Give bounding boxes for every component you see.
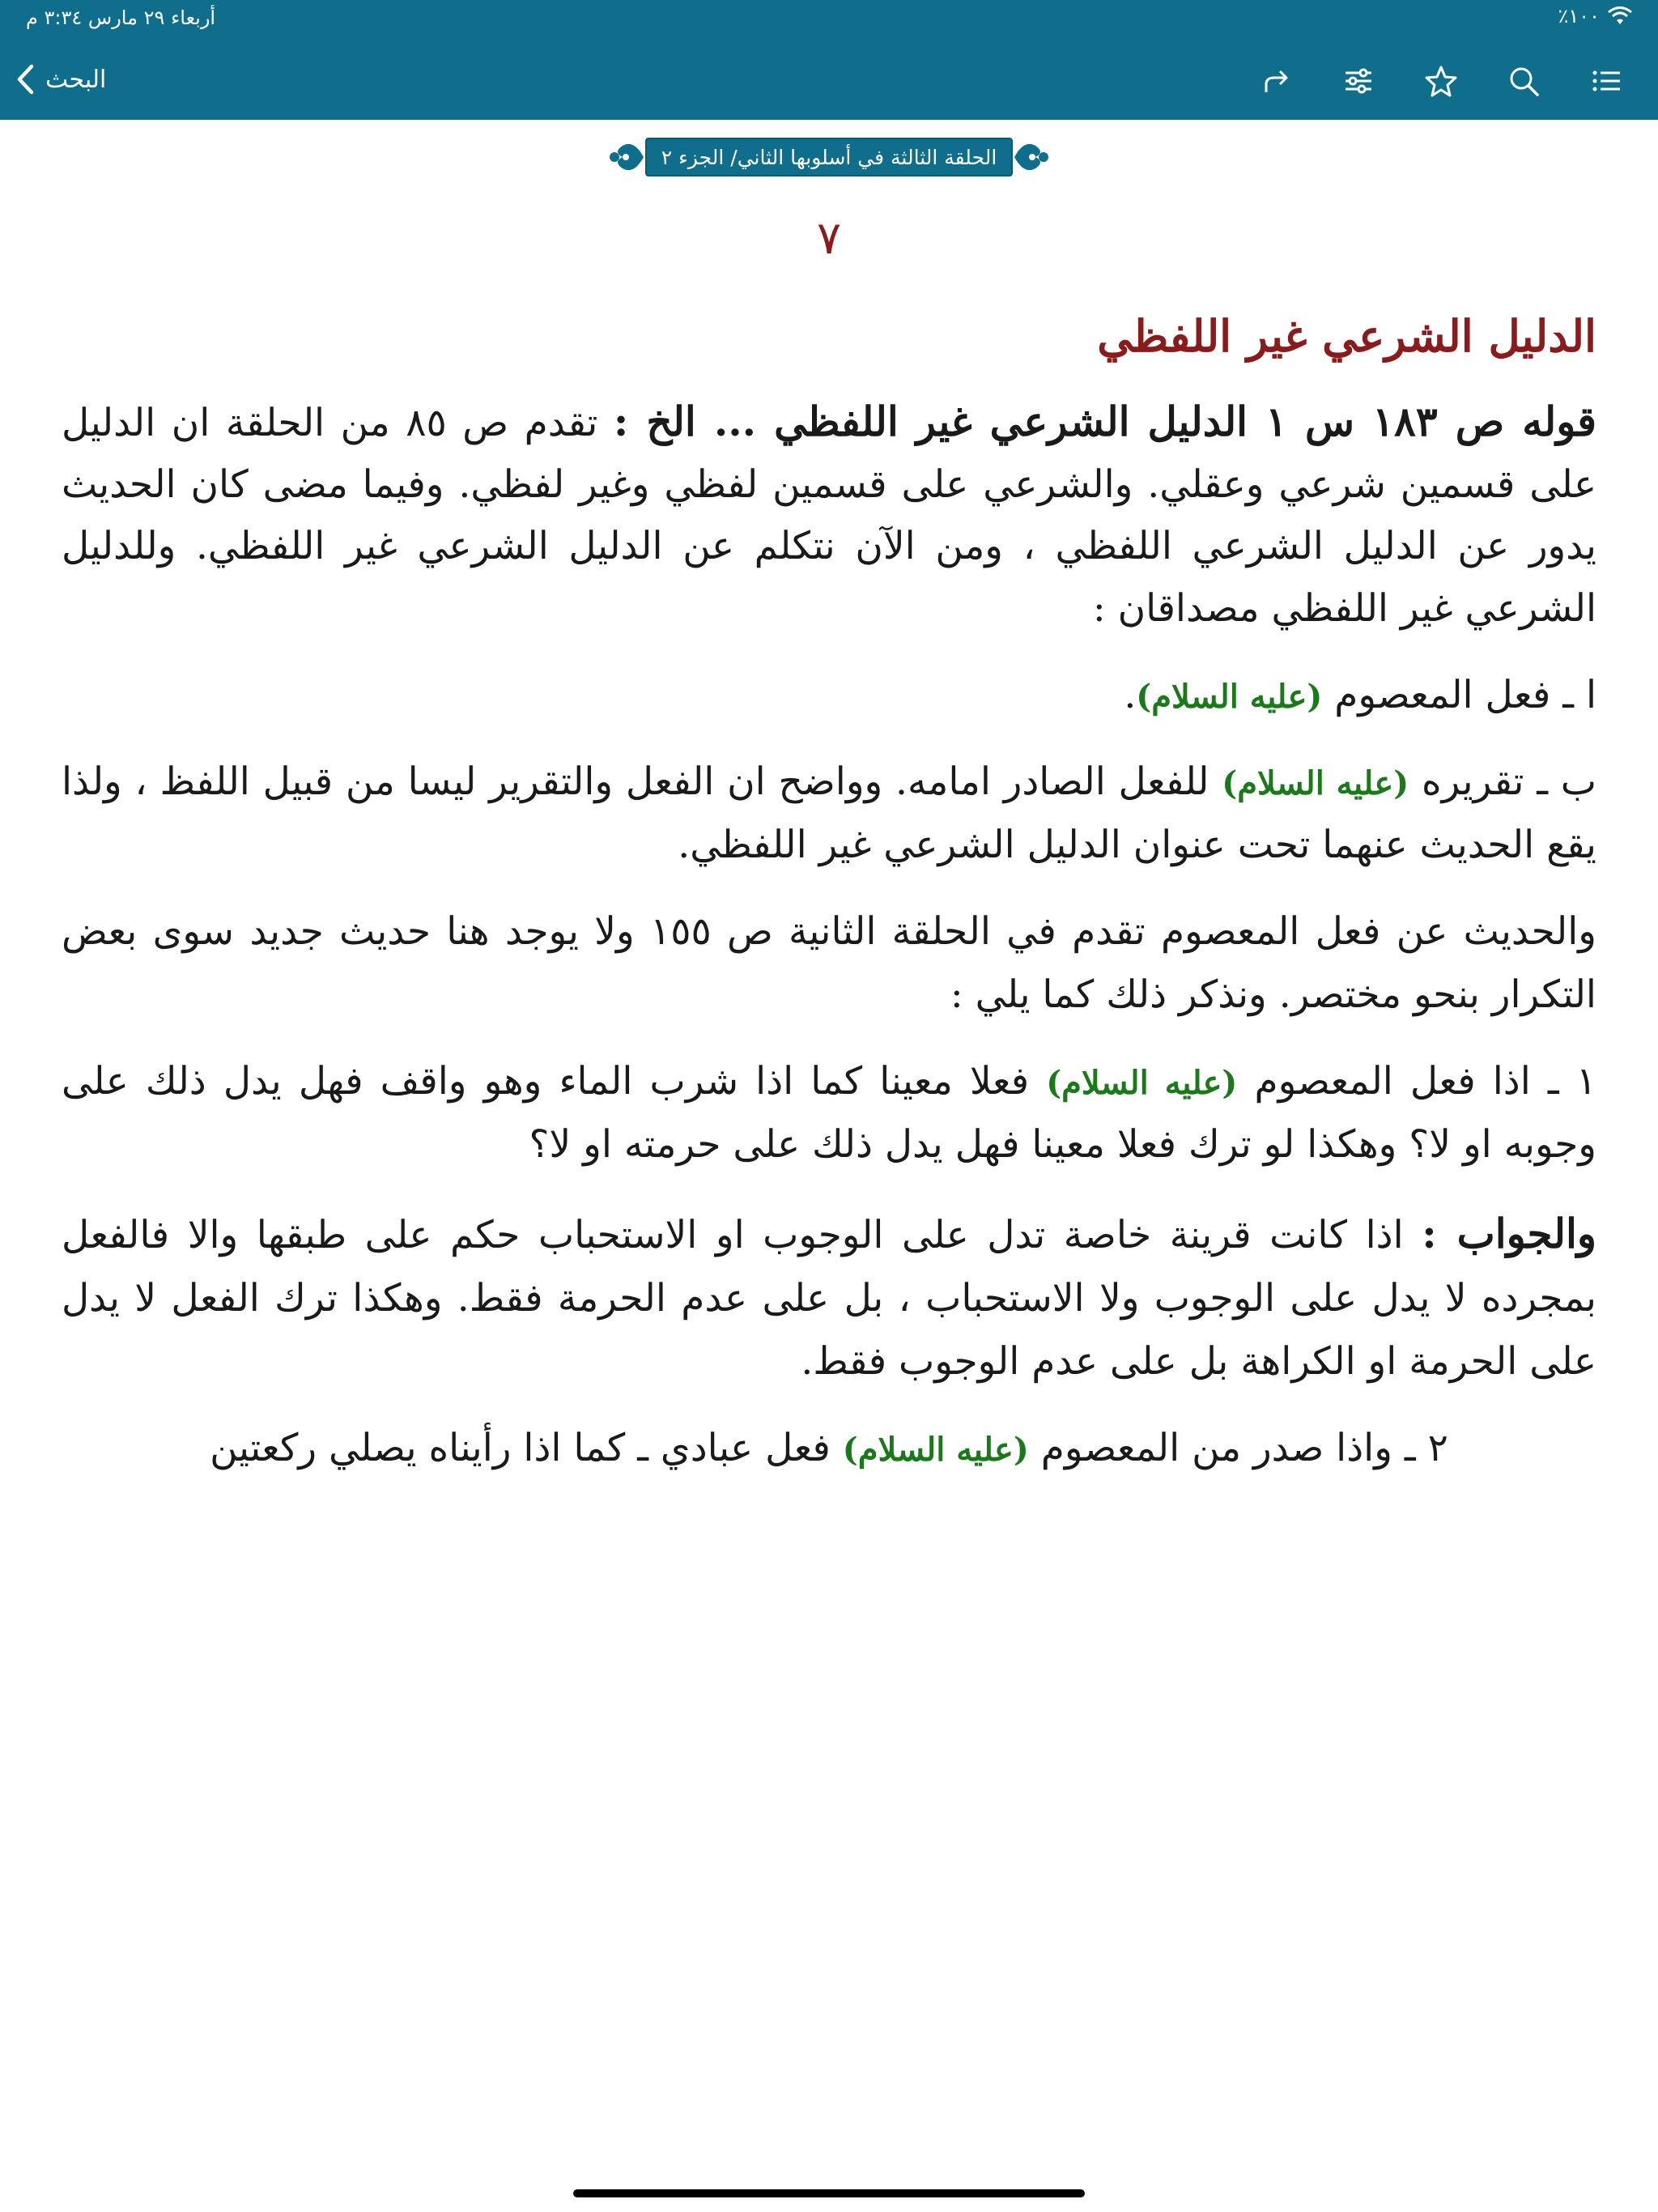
- search-button[interactable]: [1501, 58, 1546, 104]
- book-banner: [588, 134, 1070, 180]
- honorific: (عليه السلام): [1222, 764, 1409, 803]
- chevron-left-icon: [16, 64, 34, 95]
- share-icon: [1260, 65, 1292, 97]
- book-content: [62, 308, 1596, 1504]
- back-button[interactable]: [16, 57, 106, 102]
- answer-paragraph: [62, 1201, 1596, 1393]
- top-bar: [0, 0, 1658, 120]
- list-item-b: [62, 751, 1596, 876]
- chapter-title: الدليل الشرعي غير اللفظي: [1097, 310, 1596, 362]
- list-icon: [1590, 65, 1622, 97]
- item-text: ا ـ فعل المعصوم: [1322, 672, 1596, 717]
- wifi-icon: [1608, 6, 1632, 26]
- item-text: ب ـ تقريره: [1409, 759, 1597, 805]
- item-text: للفعل الصادر امامه. وواضح ان الفعل والتقرير ليسا من قبيل اللفظ ، ولذا يقع الحديث عنهما تحت عنوان الدليل الشرعي غير اللفظي.: [62, 759, 1596, 867]
- paragraph-review: والحديث عن فعل المعصوم تقدم في الحلقة الثانية ص ١٥٥ ولا يوجد هنا حديث جديد سوى بعض التكرار بنحو مختصر. ونذكر ذلك كما يلي :: [62, 909, 1596, 1017]
- question-1: [62, 1050, 1596, 1176]
- settings-sliders-icon: [1342, 65, 1375, 97]
- book-title-banner: الحلقة الثالثة في أسلوبها الثاني/ الجزء ٢: [645, 138, 1014, 177]
- status-time: أربعاء ٢٩ مارس ٣:٣٤ م: [26, 6, 216, 29]
- ornament-right-icon: [1013, 134, 1052, 180]
- page-number: ٧: [816, 212, 842, 265]
- item-text: .: [1124, 672, 1137, 717]
- item-text: ١ ـ اذا فعل المعصوم: [1237, 1059, 1597, 1104]
- list-item-a: [62, 664, 1596, 727]
- battery-label: ٪١٠٠: [1558, 5, 1600, 28]
- paragraph-intro: [62, 389, 1596, 640]
- share-button[interactable]: [1253, 58, 1299, 104]
- honorific: (عليه السلام): [1046, 1064, 1238, 1103]
- paragraph-lead: قوله ص ١٨٣ س ١ الدليل الشرعي غير اللفظي ... الخ :: [613, 398, 1596, 446]
- star-icon: [1425, 65, 1457, 97]
- bookmark-button[interactable]: [1418, 58, 1464, 104]
- honorific: (عليه السلام): [842, 1431, 1029, 1470]
- back-label: البحث: [45, 65, 107, 94]
- ornament-left-icon: [606, 134, 645, 180]
- paragraph-text: تقدم ص ٨٥ من الحلقة ان الدليل على قسمين شرعي وعقلي. والشرعي على قسمين لفظي وغير لفظي. وفيما مضى كان الحديث يدور عن الدليل الشرعي اللفظي ، ومن الآن نتكلم عن الدليل الشرعي غير اللفظي. وللدليل الشرعي غير اللفظي مصداقان :: [62, 401, 1596, 631]
- item-text: فعل عبادي ـ كما اذا رأيناه يصلي ركعتين: [210, 1426, 843, 1471]
- search-icon: [1507, 65, 1540, 97]
- status-indicators: [1558, 5, 1632, 28]
- settings-button[interactable]: [1336, 58, 1381, 104]
- contents-button[interactable]: [1584, 58, 1629, 104]
- item-text: فعلا معينا كما اذا شرب الماء وهو واقف فهل يدل ذلك على وجوبه او لا؟ وهكذا لو ترك فعلا معينا فهل يدل ذلك على حرمته او لا؟: [62, 1059, 1596, 1167]
- answer-text: اذا كانت قرينة خاصة تدل على الوجوب او الاستحباب حكم على طبقها والا فالفعل بمجرده لا يدل على الوجوب ولا الاستحباب ، بل على عدم الحرمة فقط. وهكذا ترك الفعل لا يدل على الحرمة او الكراهة بل على عدم الوجوب فقط.: [62, 1212, 1596, 1384]
- home-indicator[interactable]: [573, 2189, 1085, 2197]
- question-2: [62, 1417, 1596, 1480]
- answer-lead: والجواب :: [1422, 1209, 1597, 1257]
- item-text: ٢ ـ واذا صدر من المعصوم: [1028, 1426, 1448, 1471]
- honorific: (عليه السلام): [1136, 677, 1323, 716]
